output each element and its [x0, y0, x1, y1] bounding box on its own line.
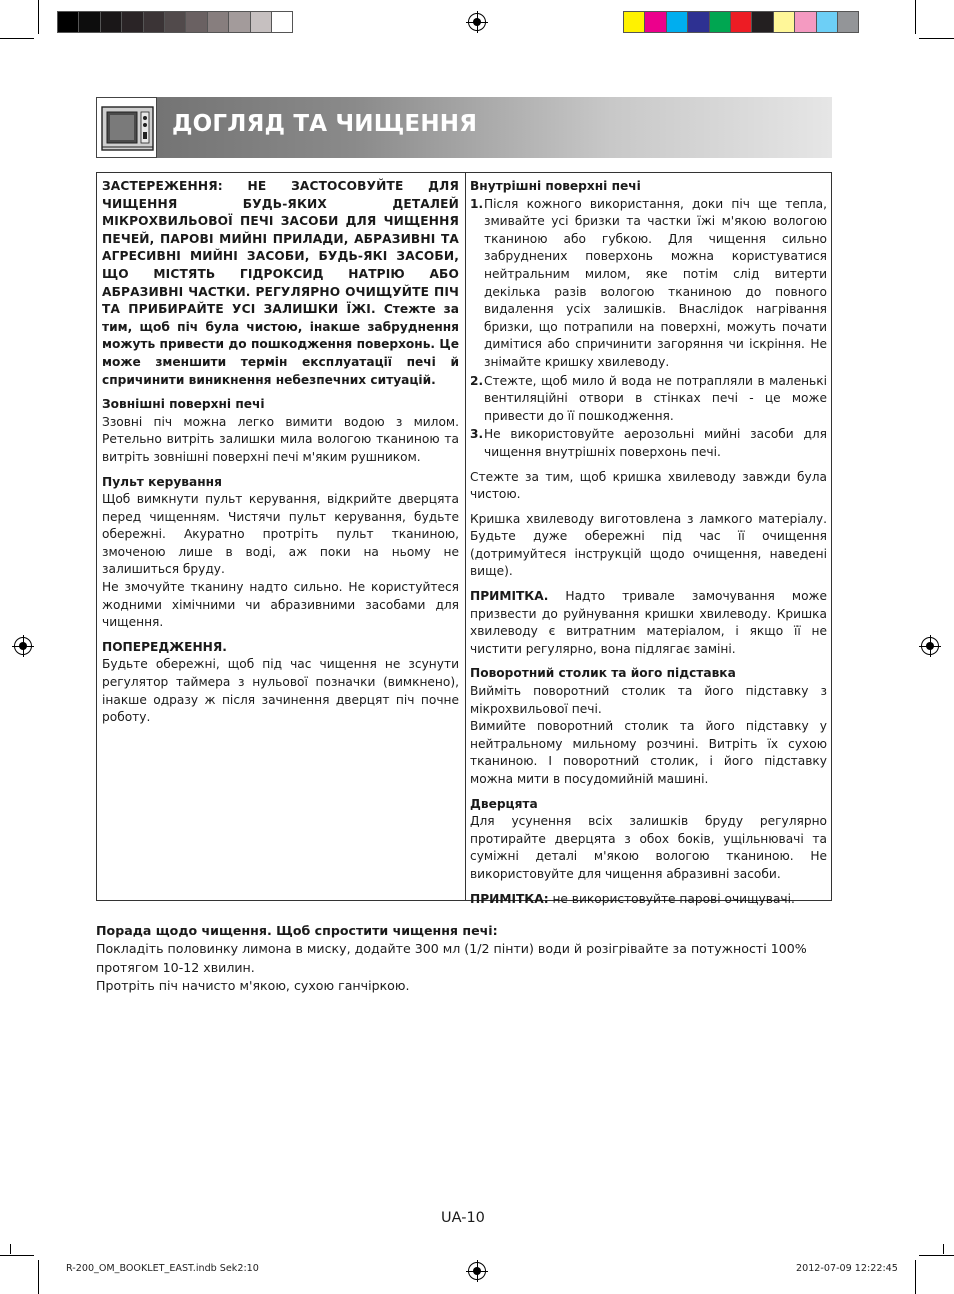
warning-rest-text: Стежте за тим, щоб піч була чистою, інакше забруднення можуть привести до пошкодження поверхонь. Це може зменшити термін експлуатації печі й спричинити виникнення небезпечних ситуацій.: [102, 302, 459, 387]
registration-mark-icon: [14, 637, 32, 655]
page-number: UA-10: [441, 1210, 485, 1226]
color-swatch: [164, 11, 186, 33]
grayscale-color-bar: [58, 11, 293, 33]
turntable-heading: Поворотний столик та його підставка: [470, 666, 736, 681]
color-swatch: [816, 11, 838, 33]
crop-mark: [919, 38, 954, 39]
caution-heading: ПОПЕРЕДЖЕННЯ.: [102, 639, 227, 654]
page-title: ДОГЛЯД ТА ЧИЩЕННЯ: [172, 111, 478, 137]
color-swatch: [773, 11, 795, 33]
note-label: ПРИМІТКА.: [470, 589, 549, 604]
color-swatch: [794, 11, 816, 33]
control-panel-text: Щоб вимкнути пульт керування, відкрийте дверцята перед чищенням. Чистячи пульт керування, будьте обережні. Акуратно протріть пульт тканиною, змоченою лише в воді, аж поки на ньому не залишиться бруду.: [102, 492, 459, 577]
tip-text: Покладіть половинку лимона в миску, додайте 300 мл (1/2 пінти) води й розігрівайте за потужності 100% протягом 10-12 хвилин.: [96, 941, 807, 975]
footer-file-info: R-200_OM_BOOKLET_EAST.indb Sek2:10: [66, 1263, 259, 1274]
registration-mark-icon: [921, 637, 939, 655]
list-item-text: Не використовуйте аерозольні мийні засоби для чищення внутрішніх поверхонь печі.: [484, 427, 827, 459]
color-swatch: [57, 11, 79, 33]
color-swatch: [185, 11, 207, 33]
color-swatch: [666, 11, 688, 33]
column-divider: [465, 172, 466, 901]
color-swatch: [687, 11, 709, 33]
list-item-text: Після кожного використання, доки піч ще тепла, змивайте усі бризки та частки їжі м'якою вологою тканиною або губкою. Для чищення сильно забруднених поверхонь можна користуватися нейтральним милом, яке потім слід витерти декілька разів вологою тканиною до повного видалення усіх залишків. Внаслідок нагрівання бризки, що потрапили на поверхні, можуть почати димітися або спричинити загоряння чи іскріння. Не знімайте кришку хвилеводу.: [484, 196, 827, 369]
exterior-text: Ззовні піч можна легко вимити водою з милом. Ретельно витріть залишки мила вологою тканиною та витріть зовнішні поверхні печі м'яким рушником.: [102, 414, 459, 464]
section-header: [96, 97, 832, 158]
registration-mark-icon: [468, 1262, 486, 1280]
exterior-heading: Зовнішні поверхні печі: [102, 397, 265, 412]
waveguide-clean-text: Стежте за тим, щоб кришка хвилеводу завжди була чистою.: [470, 469, 827, 502]
crop-mark: [10, 1244, 11, 1254]
crop-mark: [943, 1244, 944, 1254]
list-item-number: 3.: [470, 427, 484, 442]
list-item-number: 1.: [470, 196, 484, 211]
right-column: [470, 178, 827, 915]
crop-mark: [919, 1255, 954, 1256]
note-waveguide: [470, 588, 827, 658]
color-swatch: [644, 11, 666, 33]
list-item-text: Стежте, щоб мило й вода не потрапляли в маленькі вентиляційні отвори в стінках печі - це може привести до її пошкодження.: [484, 373, 827, 423]
color-swatch: [271, 11, 293, 33]
cleaning-tip: [96, 922, 832, 996]
door-text: Для усунення всіх залишків бруду регулярно протирайте дверцята з обох боків, ущільнювачі та суміжні деталі м'якою вологою тканиною. Не використовуйте для чищення абразивні засоби.: [470, 814, 827, 881]
tip-heading: Порада щодо чищення. Щоб спростити чищення печі:: [96, 923, 498, 938]
color-swatch: [730, 11, 752, 33]
list-item: [470, 426, 827, 461]
note-label: ПРИМІТКА:: [470, 891, 549, 906]
crop-mark: [38, 1260, 39, 1294]
waveguide-material-text: Кришка хвилеводу виготовлена з ламкого матеріалу. Будьте дуже обережні під час її очищення (дотримуйтеся інструкцій щодо очищення, наведені вище).: [470, 511, 827, 579]
color-swatch: [228, 11, 250, 33]
turntable-text-2: Вимийте поворотний столик та його підставку у нейтральному мильному розчині. Витріть їх сухою тканиною. І поворотний столик, і його підставку можна мити в посудомийній машині.: [470, 719, 827, 786]
color-swatch: [250, 11, 272, 33]
warning-caps-text: ЗАСТЕРЕЖЕННЯ: НЕ ЗАСТОСОВУЙТЕ ДЛЯ ЧИЩЕННЯ БУДЬ-ЯКИХ ДЕТАЛЕЙ МІКРОХВИЛЬОВОЇ ПЕЧІ ЗАСОБИ ДЛЯ ЧИЩЕННЯ ПЕЧЕЙ, ПАРОВІ МИЙНІ ПРИЛАДИ, АБРАЗИВНІ ТА АГРЕСИВНІ МИЙНІ ЗАСОБИ, БУДЬ-ЯКІ ЗАСОБИ, ЩО МІСТЯТЬ ГІДРОКСИД НАТРІЮ АБО АБРАЗИВНІ ЧАСТКИ. РЕГУЛЯРНО ОЧИЩУЙТЕ ПІЧ ТА ПРИБИРАЙТЕ УСІ ЗАЛИШКИ ЇЖІ.: [102, 179, 459, 317]
registration-mark-icon: [468, 13, 486, 31]
control-panel-heading: Пульт керування: [102, 474, 222, 489]
crop-mark: [0, 1255, 34, 1256]
door-heading: Дверцята: [470, 796, 538, 811]
note-steam: [470, 891, 827, 909]
turntable-text: Вийміть поворотний столик та його підставку з мікрохвильової печі.: [470, 684, 827, 716]
left-column: [102, 178, 459, 734]
interior-steps-list: [470, 196, 827, 462]
color-swatch: [709, 11, 731, 33]
tip-text-2: Протріть піч начисто м'якою, сухою ганчіркою.: [96, 978, 410, 994]
list-item: [470, 196, 827, 372]
control-panel-text-2: Не змочуйте тканину надто сильно. Не користуйтеся жодними хімічними чи абразивними засобами для чищення.: [102, 580, 459, 630]
color-swatch: [207, 11, 229, 33]
note-text: не використовуйте парові очищувачі.: [552, 891, 795, 906]
microwave-icon: [96, 97, 157, 158]
crop-mark: [915, 1260, 916, 1294]
color-swatch: [143, 11, 165, 33]
color-swatch: [121, 11, 143, 33]
color-swatch: [78, 11, 100, 33]
caution-text: Будьте обережні, щоб під час чищення не зсунути регулятор таймера з нульової позначки (вимкнено), інакше одразу ж після зачинення дверцят піч почне роботу.: [102, 657, 459, 725]
color-swatch: [623, 11, 645, 33]
color-swatch: [837, 11, 859, 33]
note-text: Надто тривале замочування може призвести до руйнування кришки хвилеводу. Кришка хвилеводу є витратним матеріалом, і якщо її не чистити регулярно, вона підлягає заміні.: [470, 589, 828, 656]
crop-mark: [38, 0, 39, 34]
process-color-bar: [624, 11, 859, 33]
crop-mark: [0, 38, 34, 39]
warning-block: [102, 178, 459, 389]
color-swatch: [751, 11, 773, 33]
list-item-number: 2.: [470, 373, 484, 388]
footer-datetime: 2012-07-09 12:22:45: [796, 1263, 898, 1274]
crop-mark: [915, 0, 916, 34]
interior-heading: Внутрішні поверхні печі: [470, 179, 641, 193]
list-item: [470, 373, 827, 426]
color-swatch: [100, 11, 122, 33]
